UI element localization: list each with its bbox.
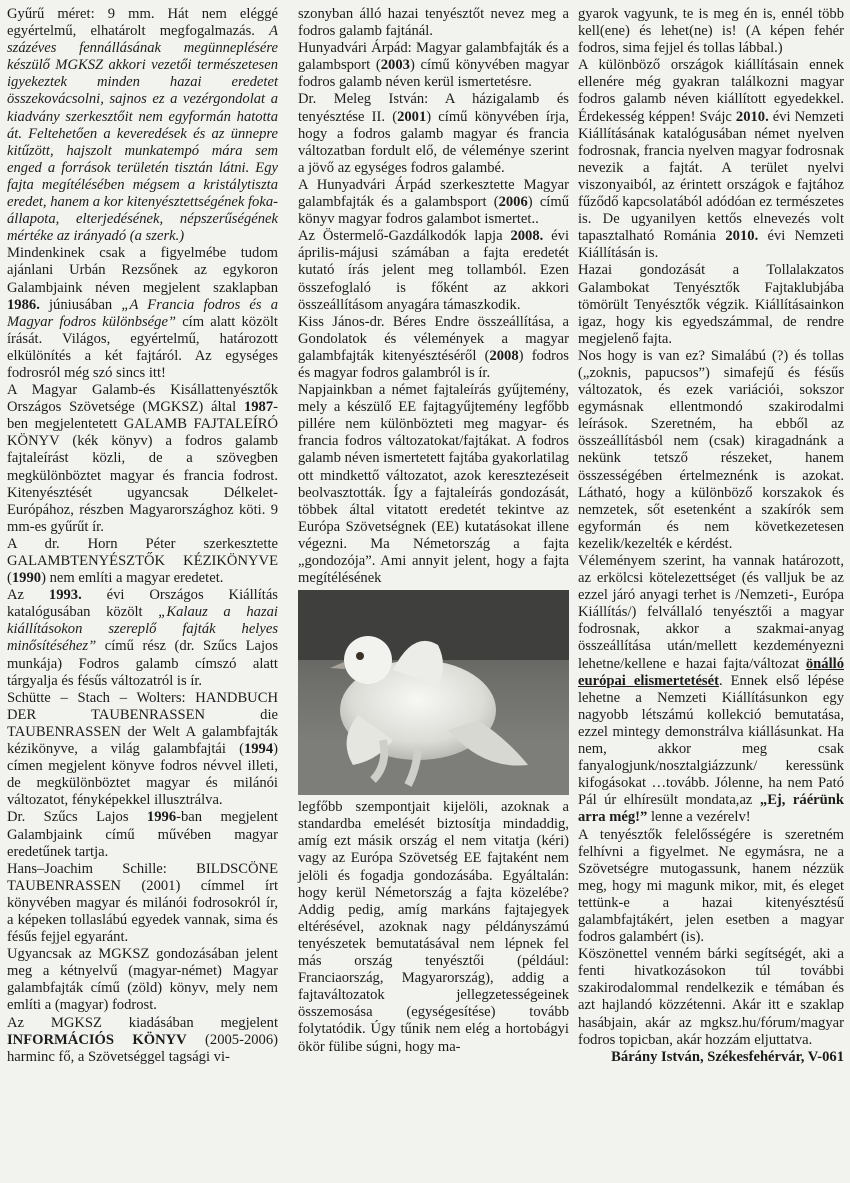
- text-run: júniusában: [39, 296, 122, 313]
- text-run: „A Francia fodros és a Magyar fodros különbsége”: [7, 296, 279, 330]
- text-run: 1986.: [7, 296, 40, 313]
- text-run: -ban megjelent Galambjaink című művében magyar eredetűnek tartja.: [7, 809, 278, 860]
- paragraph: [298, 40, 569, 91]
- paragraph: [298, 177, 569, 228]
- text-run: Hans–Joachim Schille: BILDSCÖNE TAUBENRASSEN (2001) címmel írt könyvében magyar és milánói fodrosokról ír, a képeken tollaslábú egyedek vannak, sima és fésűs fejjel egyaránt.: [7, 860, 278, 946]
- paragraph: [298, 799, 569, 1055]
- text-run: -ben megjelentetett GALAMB FAJTALEÍRÓ KÖNYV (kék könyv) a fodros galamb fajtaleírást közli, de a szövegben megkülönböztet magyar és francia fodrost. Kitenyésztését ugyancsak Délkelet-Európához, részben Magyarországhoz köti. 9 mm-es gyűrűt ír.: [7, 399, 278, 535]
- text-run: Schütte – Stach – Wolters: HANDBUCH DER TAUBENRASSEN die TAUBENRASSEN der Welt A galambfajták kézikönyve, a világ galambfajtái (: [7, 689, 278, 758]
- text-run: (2005-2006) harminc fő, a Szövetséggel tagsági vi-: [7, 1031, 278, 1065]
- pigeon-illustration: [298, 590, 569, 795]
- text-run: INFORMÁCIÓS KÖNYV: [7, 1031, 187, 1048]
- text-run: 1990: [11, 570, 42, 587]
- text-run: cím alatt közölt írását. Világos, egyértelmű, határozott elkülönítés a két fajtáról. Az egységes fodrosról még szó sincs itt!: [7, 313, 278, 381]
- text-run: Az MGKSZ kiadásában megjelent: [7, 1014, 278, 1031]
- text-run: ) nem említi a magyar eredetet.: [41, 570, 224, 587]
- paragraph: [298, 314, 569, 382]
- text-run: Gyűrű méret: 9 mm. Hát nem eléggé egyértelmű, elhatárolt megfogalmazás.: [7, 6, 278, 40]
- text-run: 2008: [489, 347, 519, 364]
- text-column-1: [7, 6, 278, 1066]
- paragraph: [7, 861, 278, 946]
- text-run: A különböző országok kiállításain ennek ellenére még gyakran találkozni magyar fodros galamb néven kiállított egyedekkel. Érdekesség képpen! Svájc: [578, 57, 844, 125]
- text-run: 2006: [498, 194, 528, 211]
- text-run: Dr. Meleg István: A házigalamb és tenyésztése II. (: [298, 91, 569, 125]
- text-run: 1993.: [48, 587, 82, 604]
- text-run: Nos hogy is van ez? Simalábú (?) és tollas („zoknis, papucsos”) simafejű és fésűs változatok, és ezek variációi, sokszor egymásnak ellentmondó szakirodalmi leírások. Szeretném, ha ebből az összeállításból nem (csak) kiragadnánk a nekünk tetsző részeket, hanem összességében értelmeznénk is azokat. Látható, hogy a különböző korszakok és nemzetek, sőt esetenként a szakírók sem egyformán és nem következetesen kezelik/kezelték e kérdést.: [578, 347, 844, 552]
- column-2-bottom-text: [298, 799, 569, 1055]
- text-run: Köszönettel venném bárki segítségét, aki a fenti hivatkozásokon túl további szakirodalommal rendelkezik e témában és azt hajlandó közzétenni. Akár itt e szaklap hasábjain, akár az mgksz.hu/fórum/magyar fodros topicban, akár hozzám eljuttatva.: [578, 946, 844, 1048]
- paragraph: [298, 91, 569, 176]
- text-run: Az: [7, 587, 49, 604]
- paragraph: [578, 827, 844, 947]
- paragraph: [578, 262, 844, 347]
- paragraph: [578, 57, 844, 262]
- paragraph: [7, 690, 278, 810]
- author-signature: Bárány István, Székesfehérvár, V-061: [611, 1048, 844, 1065]
- text-run: „Ej, ráérünk arra még!”: [578, 792, 845, 826]
- paragraph: [7, 245, 278, 382]
- text-run: Dr. Szűcs Lajos: [7, 809, 147, 826]
- text-run: évi Országos Kiállítás katalógusában közölt: [7, 587, 278, 621]
- text-column-3: [578, 6, 844, 1066]
- text-run: szonyban álló hazai tenyésztőt nevez meg a fodros galamb fajtánál.: [298, 6, 569, 40]
- text-run: című rész (dr. Szűcs Lajos munkája) Fodros galamb címszó alatt tárgyalja és fésűs változatról is ír.: [7, 638, 278, 689]
- text-run: gyarok vagyunk, te is meg én is, ennél több kell(ene) és lehet(ne) is! (A képen fehér fodros, sima fejjel és tollas lábbal.): [578, 6, 844, 57]
- text-run: ) című könyvében magyar fodros galamb néven kerül ismertetésre.: [298, 57, 569, 91]
- paragraph: [578, 348, 844, 553]
- paragraph: [578, 946, 844, 1049]
- column-3-text: [578, 6, 844, 1049]
- text-run: . Ennek első lépése lehetne a Nemzeti Kiállításunkon egy nagyobb létszámú kollekció bemutatása, ezzel mintegy demonstrálva kiállásunkat. Ha nem, akkor meg csak fanyalogjunk/nosztalgiázzunk/ keressünk kifogásokat …tovább. Jólenne, ha nem Pató Pál úr elhíresült mondata,az: [578, 672, 844, 809]
- text-run: A százéves fennállásának megünneplésére készülő MGKSZ akkori vezetői természetesen igyekeztek minden hazai eredetet összekovácsolni, sajnos ez a vezérgondolat a kiadvány szerkesztőit nem egyformán hatotta át. Feltehetően a keveredések és az ünnepre kitűzött, hajszolt munkatempó mára sem enged a források területén tisztán látni. Egy fajta megítélésében mégsem a kristálytiszta eredet, hanem a kor kitenyésztettségének foka-állapota, elterjedésének, népszerűségének mértéke az irányadó (a szerk.): [7, 23, 278, 245]
- text-run: ) című könyv magyar fodros galambot ismertet..: [298, 194, 569, 228]
- text-run: A Hunyadvári Árpád szerkesztette Magyar galambfajták és a galambsport (: [298, 176, 569, 211]
- text-run: Ugyancsak az MGKSZ gondozásában jelent meg a kétnyelvű (magyar-német) Magyar galambfajták című (zöld) könyv, mely nem említi a (magyar) fodrost.: [7, 946, 278, 1014]
- text-run: 2001: [397, 108, 427, 125]
- paragraph: [298, 228, 569, 313]
- text-run: 2003: [380, 57, 410, 74]
- paragraph: [578, 6, 844, 57]
- text-run: évi Nemzeti Kiállításán is.: [578, 228, 844, 262]
- paragraph: [7, 6, 278, 245]
- text-run: Napjainkban a német fajtaleírás gyűjtemény, mely a készülő EE fajtagyűjtemény legfőbb pillére nem különbözteti meg magyar- és francia fodros változatokat/fajtákat. A fodros galamb néven ismertetett fajtába gyakorlatilag ott mindkettő változatot, azok keresztezéseit beolvasztották. Így a fajtaleírás gondozását, többek által vitatott eredetét tekintve az Európa Szövetségnek (EE) kutatásokat illene végezni. Ma Németország a fajta „gondozója”. Ami annyit jelent, hogy a fajta megítélésének: [298, 382, 569, 587]
- text-run: 1987: [243, 399, 274, 416]
- text-run: Véleményem szerint, ha vannak határozott, az erkölcsi kötelezettséget (és valljuk be az ezzel járó anyagi terhet is /Nemzeti-, Európa Kiállítás/) felvállaló tenyésztői a magyar fodrosnak, akkor a szakmai-anyag összeállítása után/mellett kezdeményezni lehetne/kellene e hazai fajta/változat: [578, 553, 844, 672]
- paragraph: [7, 1015, 278, 1066]
- text-run: ) című könyvében írja, hogy a fodros galamb magyar és francia változatban fordult elő, de véleménye szerint a jövő az egységes fodros galambé.: [298, 108, 569, 176]
- text-run: ) címen megjelent könyve fodros névvel illeti, de megkülönböztet magyar és milánói változatot, fényképekkel illusztrálva.: [7, 741, 278, 809]
- text-run: Hazai gondozását a Tollalakzatos Galambokat Tenyésztők Fajtaklubjába tömörült Tenyésztők végzik. Kiállításainkon igaz, hogy kis egyedszámmal, de rendre megjelenő fajta.: [578, 262, 844, 347]
- text-run: évi április-májusi számában a fajta eredetét kutató írás jelent meg tollamból. Ezen összefoglaló is főként az akkori összeállításom anyagára támaszkodik.: [298, 228, 569, 313]
- paragraph: [298, 6, 569, 40]
- paragraph: [578, 553, 844, 827]
- white-fodros-pigeon-photo: [298, 590, 569, 795]
- text-run: legfőbb szempontjait kijelöli, azoknak a standardba emelését biztosítja mindaddig, amíg ezt másik ország el nem vitatja (kéri) vagy az Európa Szövetség EE fajtaként nem jelöli és fogadja gondozásába. Egyáltalán: hogy kerül Németország a fajta közelébe? Addig pedig, amíg markáns fajtajegyek eltérésével, azoknak nagy példányszámú tenyészetek bemutatásával nem lépnek fel más ország tenyésztői (például: Franciaország, Magyarország), addig a fajtaváltozatok jellegzetességeinek összemosása (egységesítése) tovább folytatódik. Úgy tűnik nem elég a hortobágyi ökör fülibe súgni, hogy ma-: [298, 799, 569, 1055]
- text-run: 2008.: [510, 228, 544, 245]
- text-run: „Kalauz a hazai kiállításokon szereplő fajták helyes minősítéséhez”: [7, 604, 278, 655]
- text-run: évi Nemzeti Kiállításának katalógusában német nyelven fodrosnak, francia nyelven magyar fodrosnak nevezik a fajtát. A terület nyelvi viszonyaiból, az érintett országok e fajtához fűződő kapcsolatából adódóan ez természetes is. De ugyanilyen kettős elnevezés volt tapasztalható Románia: [578, 108, 844, 245]
- text-run: 1996: [146, 809, 177, 826]
- paragraph: [7, 382, 278, 536]
- text-run: 1994: [243, 741, 274, 758]
- text-run: A dr. Horn Péter szerkesztette GALAMBTENYÉSZTŐK KÉZIKÖNYVE (: [7, 535, 278, 587]
- text-run: 2010.: [735, 108, 769, 125]
- text-run: Kiss János-dr. Béres Endre összeállítása, a Gondolatok és vélemények a magyar galambfajták kitenyésztéséről (: [298, 313, 569, 364]
- text-run: Hunyadvári Árpád: Magyar galambfajták és a galambsport (: [298, 40, 569, 74]
- text-run: Az Östermelő-Gazdálkodók lapja: [298, 228, 511, 245]
- text-run: lenne a vezérelv!: [647, 809, 751, 826]
- text-run: A Magyar Galamb-és Kisállattenyésztők Országos Szövetsége (MGKSZ) által: [7, 382, 278, 416]
- text-run: A tenyésztők felelősségére is szeretném felhívni a figyelmet. Ne egymásra, ne a Szövetségre mutogassunk, hanem nézzük meg, hogy mi magunk mikor, mit, és eleget tettünk-e a hazai kitenyésztésű galambfajtákért, jelen esetben a magyar fodros galambért (is).: [578, 826, 844, 946]
- text-column-2: [298, 6, 569, 1056]
- text-run: 2010.: [725, 228, 759, 245]
- paragraph: [7, 587, 278, 690]
- text-run: önálló európai elismertetését: [578, 655, 844, 689]
- paragraph: [298, 382, 569, 587]
- text-run: Mindenkinek csak a figyelmébe tudom ajánlani Urbán Rezsőnek az egykoron Galambjaink néven megjelent szaklapban: [7, 245, 278, 296]
- text-run: ) fodros és magyar fodros galambról is ír.: [298, 347, 569, 381]
- paragraph: [7, 946, 278, 1014]
- paragraph: [7, 809, 278, 860]
- paragraph: [7, 536, 278, 587]
- column-2-top-text: [298, 6, 569, 587]
